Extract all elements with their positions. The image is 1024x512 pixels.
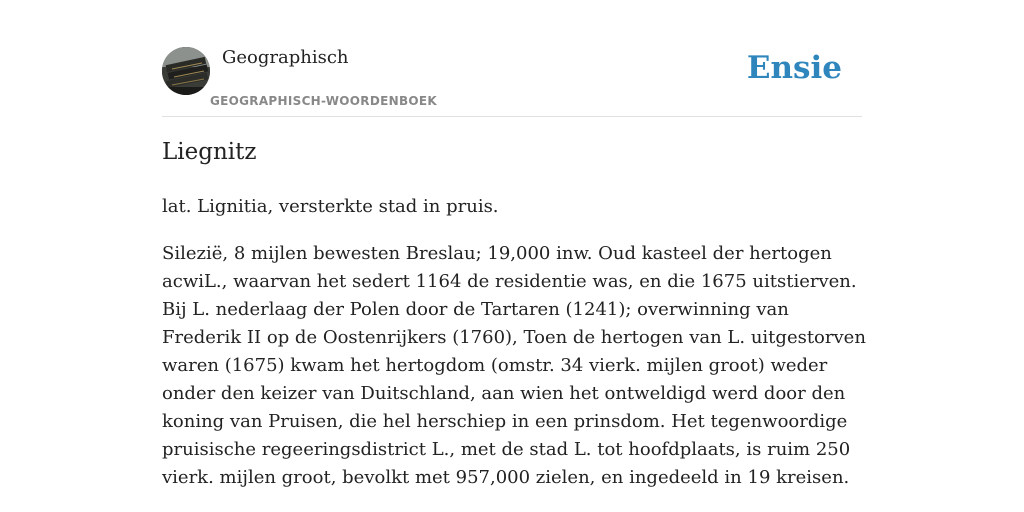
book-spines-avatar-icon[interactable] xyxy=(162,47,210,95)
definition-paragraph: Silezië, 8 mijlen bewesten Breslau; 19,000 inw. Oud kasteel der hertogen acwiL., waarvan het sedert 1164 de residentie was, en die 1675 uitstierven. Bij L. nederlaag der Polen door de Tartaren (1241); overwinning van Frederik II op de Oostenrijkers (1760), Toen de hertogen van L. uitgestorven waren (1675) kwam het hertogdom (omstr. 34 vierk. mijlen groot) weder onder den keizer van Duitschland, aan wien het ontweldigd werd door den koning van Pruisen, die hel herschiep in een prinsdom. Het tegenwoordige pruisische regeeringsdistrict L., met de stad L. tot hoofdplaats, is ruim 250 vierk. mijlen groot, bevolkt met 957,000 zielen, en ingedeeld in 19 kreisen. xyxy=(162,243,866,488)
source-header xyxy=(162,44,862,117)
definition-paragraph: lat. Lignitia, versterkte stad in pruis. xyxy=(162,196,499,217)
book-spines-image xyxy=(162,47,210,95)
entry-headword: Liegnitz xyxy=(162,139,257,165)
source-subtitle[interactable]: GEOGRAPHISCH-WOORDENBOEK xyxy=(210,94,437,108)
source-title[interactable]: Geographisch xyxy=(222,47,349,68)
entry-definition xyxy=(162,193,867,511)
brand-logo[interactable]: Ensie xyxy=(746,50,842,86)
